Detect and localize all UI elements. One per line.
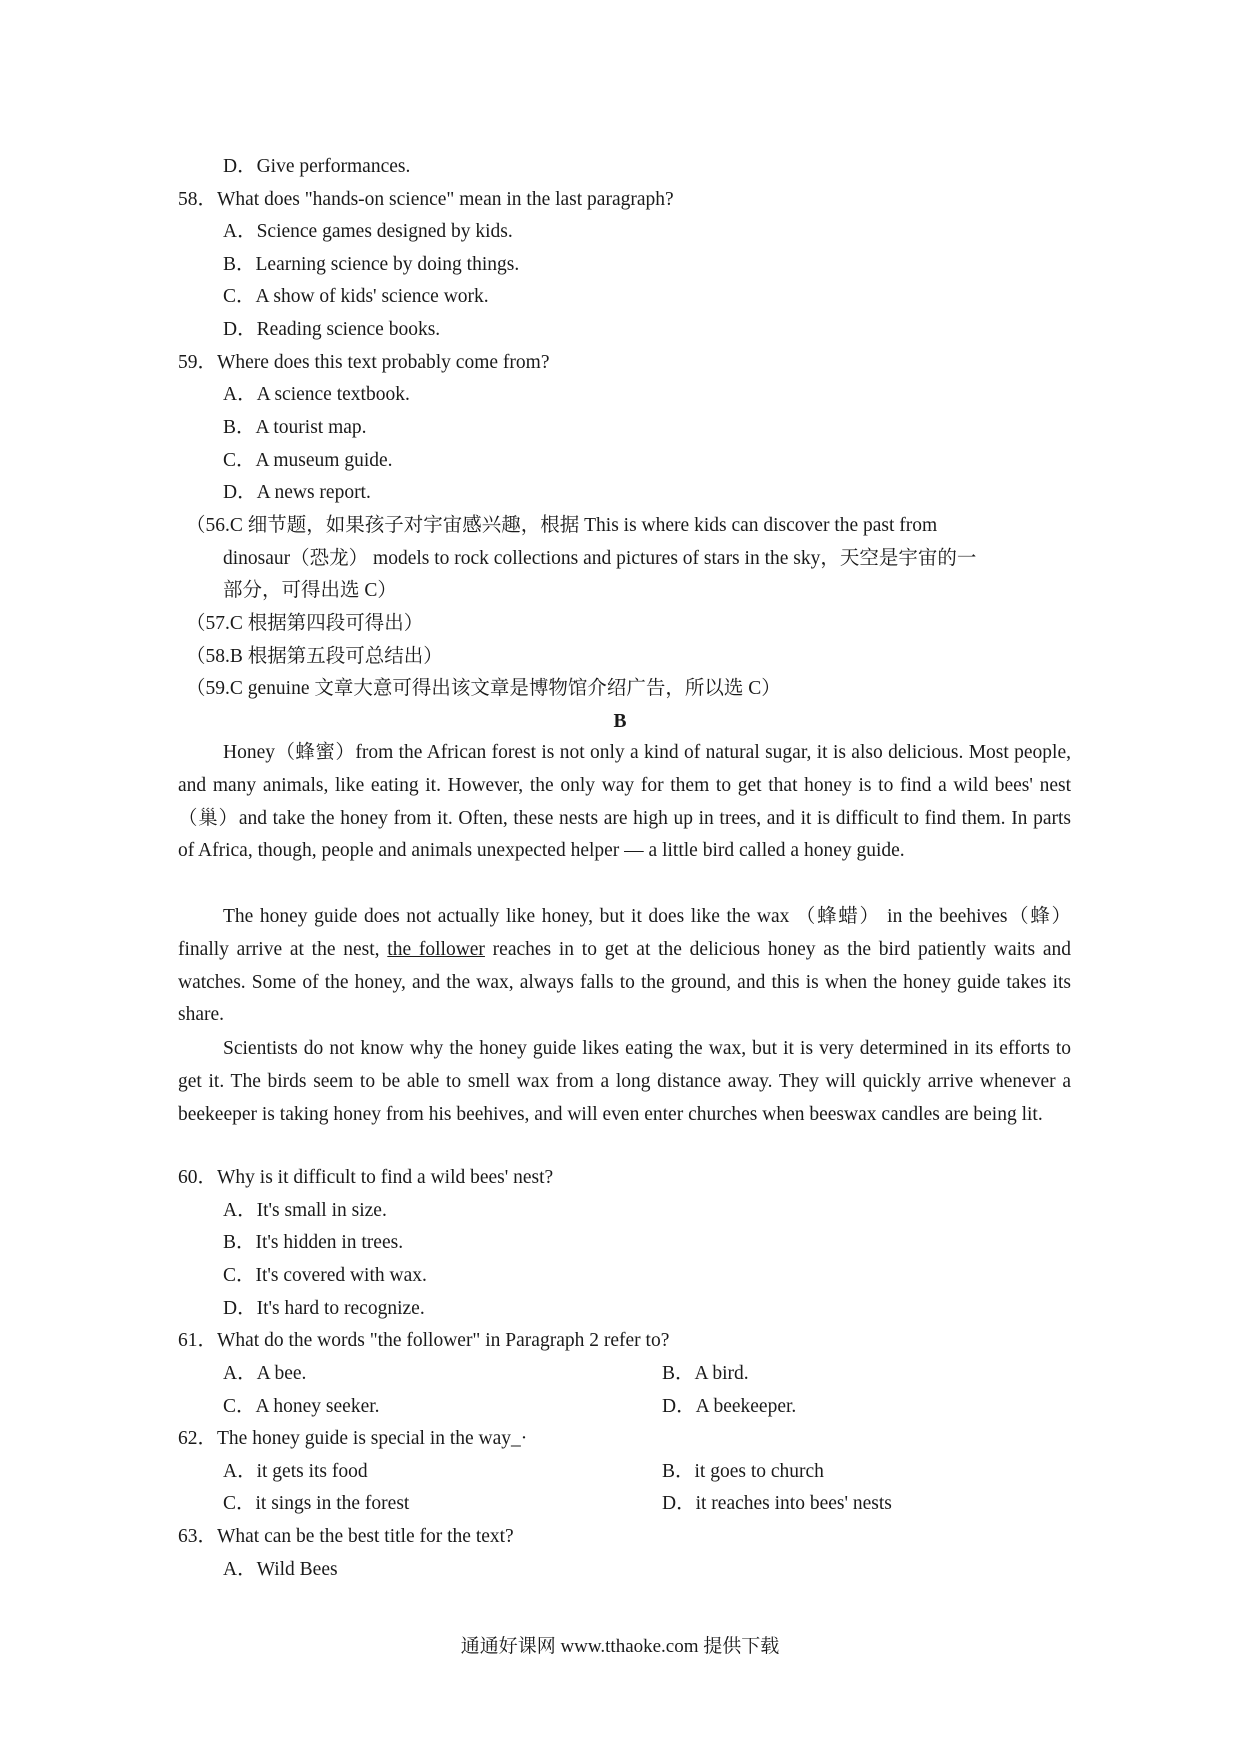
q58-option-a: A．Science games designed by kids. (223, 221, 513, 242)
q59-stem: 59．Where does this text probably come from? (178, 352, 550, 373)
q59-option-d: D．A news report. (223, 482, 371, 503)
answer-56-line3: 部分，可得出选 C） (223, 580, 397, 601)
q58-option-d: D．Reading science books. (223, 319, 441, 340)
q60-option-c: C．It's covered with wax. (223, 1265, 427, 1286)
answer-56-line2: dinosaur（恐龙） models to rock collections and pictures of stars in the sky，天空是宇宙的一 (223, 548, 977, 569)
answer-58: （58.B 根据第五段可总结出） (186, 646, 443, 667)
q62-stem: 62．The honey guide is special in the way_· (178, 1428, 528, 1449)
paragraph-2-text-b: reaches in to get at the delicious honey as the bird patiently waits and watches. Some of the honey, and the wax, always falls to the ground, and this is when the honey guide takes its share. (178, 938, 1071, 1026)
answer-56-line1: （56.C 细节题，如果孩子对宇宙感兴趣，根据 This is where kids can discover the past from (186, 515, 938, 536)
q60-option-a: A．It's small in size. (223, 1200, 387, 1221)
answer-57: （57.C 根据第四段可得出） (186, 613, 424, 634)
q60-stem: 60．Why is it difficult to find a wild bees' nest? (178, 1167, 554, 1188)
q59-option-b: B．A tourist map. (223, 417, 367, 438)
passage-heading: B (613, 711, 627, 732)
q62-option-c: C．it sings in the forest (223, 1493, 410, 1514)
q62-option-b: B．it goes to church (662, 1461, 824, 1482)
q61-option-d: D．A beekeeper. (662, 1396, 797, 1417)
page-footer: 通通好课网 www.tthaoke.com 提供下载 (460, 1636, 780, 1657)
q62-option-d: D．it reaches into bees' nests (662, 1493, 892, 1514)
q59-option-c: C．A museum guide. (223, 450, 393, 471)
paragraph-1-text: Honey（蜂蜜）from the African forest is not only a kind of natural sugar, it is also delicious. Most people, and many animals, like eating it. However, the only way for them to get that honey is to find a wild bees' nest（巢）and take the honey from it. Often, these nests are high up in trees, and it is difficult to find them. In parts of Africa, though, people and animals unexpected helper — a little bird called a honey guide. (178, 742, 1071, 862)
q61-option-b: B．A bird. (662, 1363, 749, 1384)
q58-option-b: B．Learning science by doing things. (223, 254, 520, 275)
passage-paragraph-1 (178, 737, 1071, 868)
the-follower-underlined: the follower (387, 938, 485, 960)
passage-paragraph-3 (178, 1033, 1071, 1131)
q60-option-b: B．It's hidden in trees. (223, 1232, 404, 1253)
passage-paragraph-2 (178, 901, 1071, 1032)
q60-option-d: D．It's hard to recognize. (223, 1298, 425, 1319)
q58-stem: 58．What does "hands-on science" mean in the last paragraph? (178, 189, 674, 210)
q61-stem: 61．What do the words "the follower" in Paragraph 2 refer to? (178, 1330, 670, 1351)
q62-option-a: A．it gets its food (223, 1461, 368, 1482)
q63-option-a: A．Wild Bees (223, 1559, 338, 1580)
q58-option-c: C．A show of kids' science work. (223, 286, 489, 307)
q59-option-a: A．A science textbook. (223, 384, 410, 405)
q61-option-a: A．A bee. (223, 1363, 307, 1384)
q61-option-c: C．A honey seeker. (223, 1396, 380, 1417)
paragraph-2-text-a: The honey guide does not actually like honey, but it does like the wax （蜂蜡） in the beehives（蜂）finally arrive at the nest, (178, 906, 1071, 960)
answer-59: （59.C genuine 文章大意可得出该文章是博物馆介绍广告，所以选 C） (186, 678, 781, 699)
paragraph-3-text: Scientists do not know why the honey guide likes eating the wax, but it is very determined in its efforts to get it. The birds seem to be able to smell wax from a long distance away. They will quickly arrive whenever a beekeeper is taking honey from his beehives, and will even enter churches when beeswax candles are being lit. (178, 1038, 1071, 1125)
q57-option-d: D．Give performances. (223, 156, 411, 177)
q63-stem: 63．What can be the best title for the text? (178, 1526, 514, 1547)
